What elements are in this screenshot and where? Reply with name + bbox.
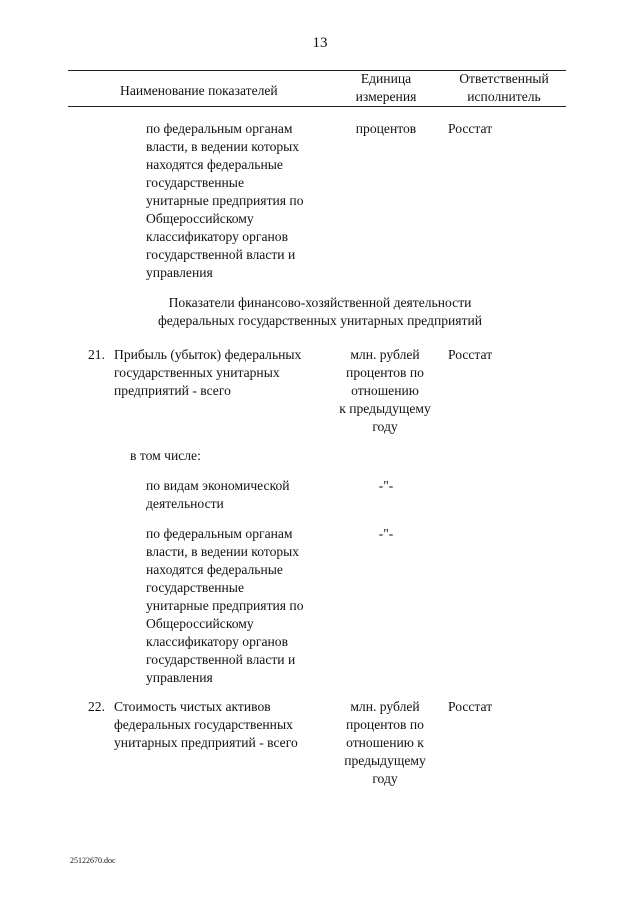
indicator-executor: Росстат xyxy=(448,121,493,136)
indicator-name: Прибыль (убыток) федеральных государственных унитарных предприятий - всего xyxy=(114,347,302,398)
header-name-column: Наименование показателей xyxy=(120,83,278,98)
page-number: 13 xyxy=(312,35,328,51)
indicator-name: по видам экономической деятельности xyxy=(146,478,290,511)
indicator-unit: -"- xyxy=(378,478,394,493)
indicator-name: по федеральным органам власти, в ведении которых находятся федеральные государственные унитарные предприятия по Общероссийскому классификатору органов государственной власти и управления xyxy=(146,526,304,685)
including-label: в том числе: xyxy=(130,448,201,463)
indicator-unit: -"- xyxy=(378,526,394,541)
row-number: 21. xyxy=(88,347,105,362)
document-filename: 25122670.doc xyxy=(70,856,116,865)
indicator-executor: Росстат xyxy=(448,347,493,362)
row-number: 22. xyxy=(88,699,105,714)
indicator-unit: млн. рублей процентов по отношению к предыдущему году xyxy=(339,347,431,434)
indicator-name: по федеральным органам власти, в ведении которых находятся федеральные государственные унитарные предприятия по Общероссийскому классификатору органов государственной власти и управления xyxy=(146,121,304,280)
indicator-unit: млн. рублей процентов по отношению к предыдущему году xyxy=(344,699,426,786)
section-heading: Показатели финансово-хозяйственной деятельности федеральных государственных унитарных предприятий xyxy=(157,295,483,328)
header-unit-column: Единица измерения xyxy=(355,71,417,104)
indicator-executor: Росстат xyxy=(448,699,493,714)
header-executor-column: Ответственный исполнитель xyxy=(459,71,549,104)
indicator-name: Стоимость чистых активов федеральных государственных унитарных предприятий - всего xyxy=(114,699,298,750)
table-header-rule xyxy=(68,106,566,107)
indicator-unit: процентов xyxy=(355,121,417,136)
